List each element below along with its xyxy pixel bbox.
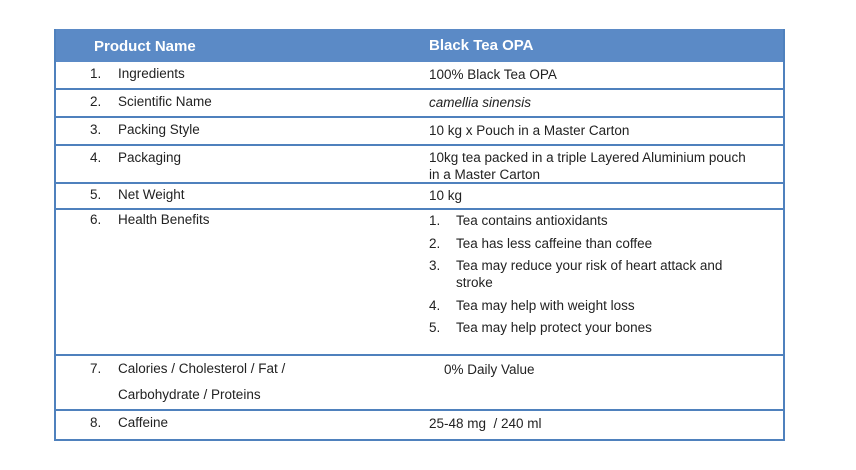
row-number: 6. — [90, 212, 102, 227]
row-label: Packaging — [118, 150, 182, 165]
row-number: 1. — [90, 66, 102, 81]
list-item-number: 2. — [429, 235, 441, 251]
row-value: 10kg tea packed in a triple Layered Aluminium pouch in a Master Carton — [429, 150, 746, 182]
table-row — [56, 210, 783, 356]
row-number: 2. — [90, 94, 102, 109]
row-number: 4. — [90, 150, 102, 165]
health-benefits-list — [429, 212, 759, 342]
table-row — [56, 411, 783, 439]
row-label: Caffeine — [118, 415, 169, 430]
row-value: camellia sinensis — [429, 95, 532, 110]
header-product-value: Black Tea OPA — [429, 37, 534, 54]
row-label-line2: Carbohydrate / Proteins — [118, 387, 261, 402]
header-product-name: Product Name — [94, 38, 196, 55]
row-number: 3. — [90, 122, 102, 137]
row-label: Health Benefits — [118, 212, 210, 227]
list-item-number: 1. — [429, 213, 441, 228]
list-item-text: Tea may help with weight loss — [456, 297, 635, 313]
row-label: Ingredients — [118, 66, 185, 81]
row-value: 0% Daily Value — [444, 362, 535, 377]
list-item — [429, 235, 759, 252]
row-value: 25-48 mg / 240 ml — [429, 416, 542, 431]
row-label: Packing Style — [118, 122, 200, 137]
list-item — [429, 257, 759, 291]
table-row — [56, 184, 783, 210]
row-value: 100% Black Tea OPA — [429, 67, 557, 82]
list-item-number: 3. — [429, 258, 441, 273]
row-label: Scientific Name — [118, 94, 212, 109]
table-header — [56, 29, 783, 62]
row-value: 10 kg — [429, 188, 463, 203]
row-number: 8. — [90, 415, 102, 430]
list-item — [429, 319, 759, 336]
list-item-number: 5. — [429, 320, 441, 335]
list-item-number: 4. — [429, 297, 441, 313]
table-row — [56, 118, 783, 146]
table-row — [56, 90, 783, 118]
row-value: 10 kg x Pouch in a Master Carton — [429, 123, 630, 138]
list-item — [429, 297, 759, 314]
row-number: 7. — [90, 361, 102, 376]
list-item-text: Tea may reduce your risk of heart attack and stroke — [456, 258, 723, 290]
list-item — [429, 212, 759, 229]
list-item-text: Tea may help protect your bones — [456, 320, 652, 335]
row-label: Net Weight — [118, 187, 185, 202]
product-spec-table — [54, 29, 785, 441]
table-row — [56, 356, 783, 411]
row-number: 5. — [90, 187, 102, 202]
row-label-line1: Calories / Cholesterol / Fat / — [118, 361, 286, 376]
table-row — [56, 146, 783, 184]
table-row — [56, 62, 783, 90]
list-item-text: Tea has less caffeine than coffee — [456, 235, 653, 251]
list-item-text: Tea contains antioxidants — [456, 213, 608, 228]
